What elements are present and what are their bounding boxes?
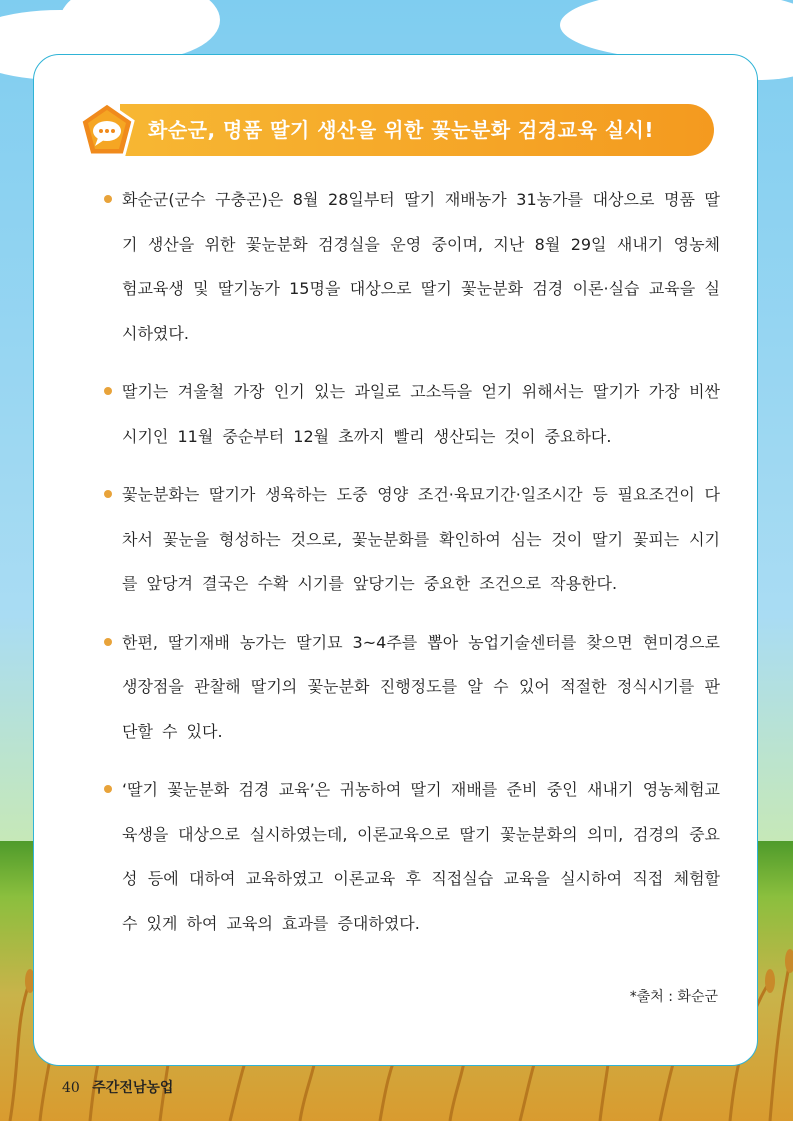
paragraph: [102, 370, 720, 459]
page-title: 화순군, 명품 딸기 생산을 위한 꽃눈분화 검경교육 실시!: [148, 118, 654, 142]
paragraph-text: 딸기는 겨울철 가장 인기 있는 과일로 고소득을 얻기 위해서는 딸기가 가장 비싼 시기인 11월 중순부터 12월 초까지 빨리 생산되는 것이 중요하다.: [122, 382, 720, 446]
speech-bubble-icon: [78, 101, 136, 159]
page-number: 40: [62, 1080, 80, 1096]
dot-bullet-icon: [104, 490, 112, 498]
paragraph: [102, 473, 720, 607]
paragraph: [102, 768, 720, 946]
paragraph-text: ‘딸기 꽃눈분화 검경 교육’은 귀농하여 딸기 재배를 준비 중인 새내기 영농체험교육생을 대상으로 실시하였는데, 이론교육으로 딸기 꽃눈분화의 의미, 검경의 중요성 등에 대하여 교육하였고 이론교육 후 직접실습 교육을 실시하여 직접 체험할 수 있게 하여 교육의 효과를 증대하였다.: [122, 780, 720, 933]
dot-bullet-icon: [104, 195, 112, 203]
dot-bullet-icon: [104, 387, 112, 395]
paragraph-text: 화순군(군수 구충곤)은 8월 28일부터 딸기 재배농가 31농가를 대상으로 명품 딸기 생산을 위한 꽃눈분화 검경실을 운영 중이며, 지난 8월 29일 새내기 영농체험교육생 및 딸기농가 15명을 대상으로 딸기 꽃눈분화 검경 이론·실습 교육을 실시하였다.: [122, 190, 720, 343]
paragraph-text: 한편, 딸기재배 농가는 딸기묘 3~4주를 뽑아 농업기술센터를 찾으면 현미경으로 생장점을 관찰해 딸기의 꽃눈분화 진행정도를 알 수 있어 적절한 정식시기를 판단할 수 있다.: [122, 632, 720, 741]
source-credit: *출처 : 화순군: [629, 989, 718, 1005]
paragraph-text: 꽃눈분화는 딸기가 생육하는 도중 영양 조건·육묘기간·일조시간 등 필요조건이 다 차서 꽃눈을 형성하는 것으로, 꽃눈분화를 확인하여 심는 것이 딸기 꽃피는 시기를 앞당겨 결국은 수확 시기를 앞당기는 중요한 조건으로 작용한다.: [122, 485, 720, 593]
publication-name: 주간전남농업: [92, 1080, 174, 1096]
dot-bullet-icon: [104, 785, 112, 793]
paragraph: [102, 178, 720, 356]
page-footer: [62, 1077, 173, 1097]
paragraph: [102, 621, 720, 755]
article-body: [102, 178, 720, 960]
dot-bullet-icon: [104, 638, 112, 646]
